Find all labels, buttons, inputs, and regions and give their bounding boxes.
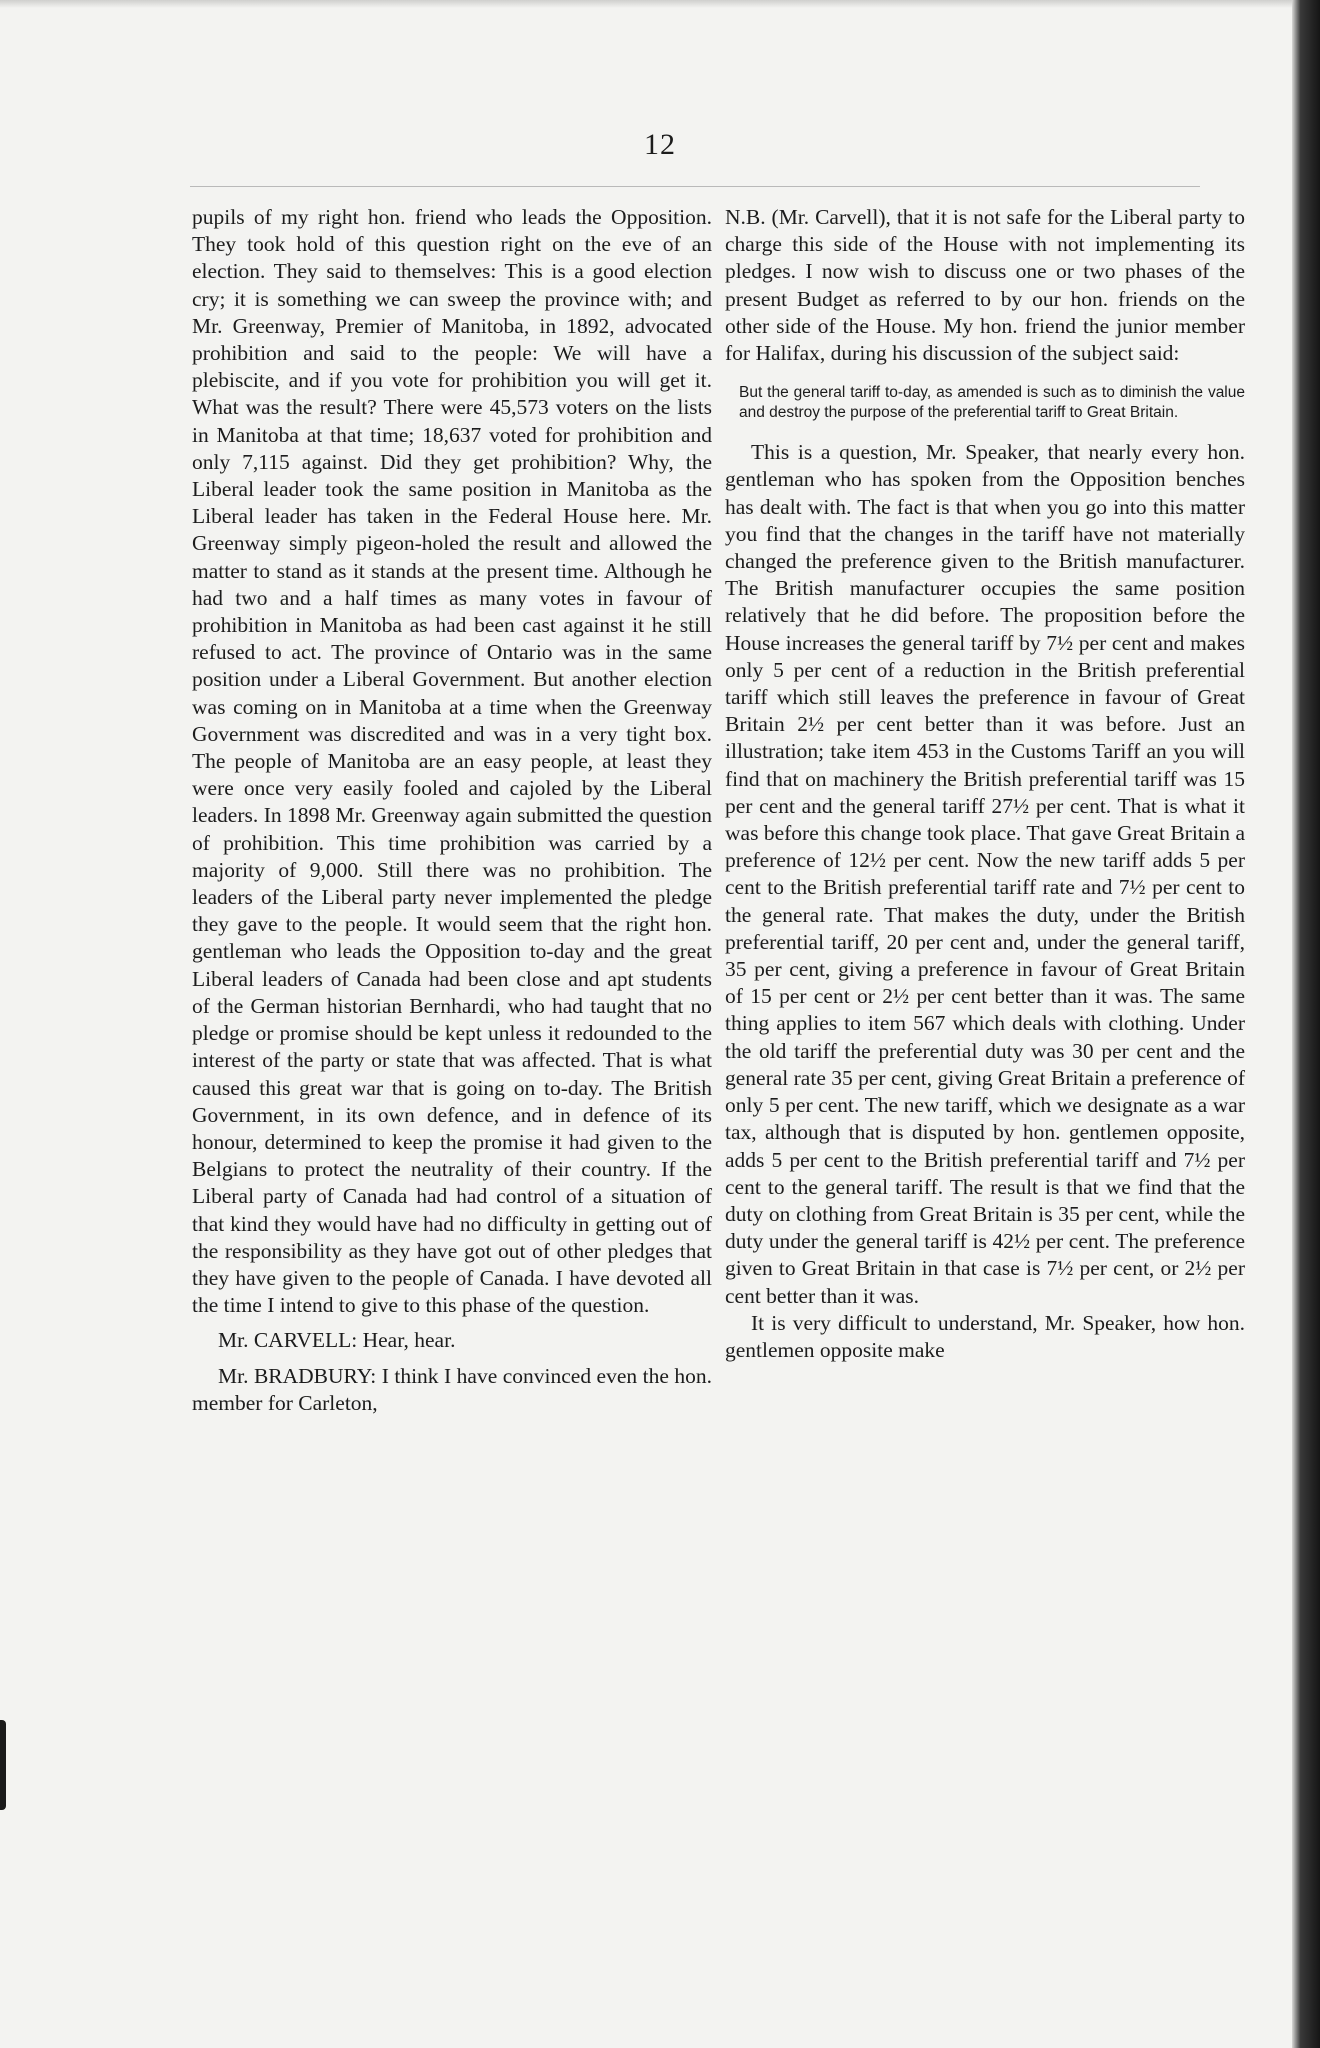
paragraph-continued: N.B. (Mr. Carvell), that it is not safe for the Liberal party to charge this side of the House with not implementing its pledges. I now wish to discuss one or two phases of the present Budget as referred to by our hon. friends on the other side of the House. My hon. friend the junior member for Halifax, during his discussion of the subject said: bbox=[725, 205, 1245, 366]
paragraph-tariff: This is a question, Mr. Speaker, that nearly every hon. gentleman who has spoken from the Opposition benches has dealt with. The fact is that when you go into this matter you find that the changes in the tariff have not materially changed the preference given to the British manufacturer. The British manufacturer occupies the same position relatively that he did before. The proposition before the House increases the general tariff by 7½ per cent and makes only 5 per cent of a reduction in the British preferential tariff which still leaves the preference in favour of Great Britain 2½ per cent better than it was before. Just an illustration; take item 453 in the Customs Tariff an you will find that on machinery the British preferential tariff was 15 per cent and the general tariff 27½ per cent. That is what it was before this change took place. That gave Great Britain a preference of 12½ per cent. Now the new tariff adds 5 per cent to the British preferential tariff rate and 7½ per cent to the general rate. That makes the duty, under the British preferential tariff, 20 per cent and, under the general tariff, 35 per cent, giving a preference in favour of Great Britain of 15 per cent or 2½ per cent better than it was. The same thing applies to item 567 which deals with clothing. Under the old tariff the preferential duty was 30 per cent and the general rate 35 per cent, giving Great Britain a preference of only 5 per cent. The new tariff, which we designate as a war tax, although that is disputed by hon. gentlemen opposite, adds 5 per cent to the British preferential tariff and 7½ per cent to the general tariff. The result is that we find that the duty on clothing from Great Britain is 35 per cent, while the duty under the general tariff is 42½ per cent. The preference given to Great Britain in that case is 7½ per cent, or 2½ per cent better than it was. bbox=[725, 440, 1245, 1308]
paragraph-final: It is very difficult to understand, Mr. Speaker, how hon. gentlemen opposite make bbox=[725, 1310, 1245, 1362]
page-edge-shadow bbox=[1292, 0, 1320, 2048]
header-rule bbox=[190, 186, 1200, 187]
page-top-shadow bbox=[0, 0, 1320, 8]
speech-bradbury: Mr. BRADBURY: I think I have convinced even the hon. member for Carleton, bbox=[192, 1363, 712, 1415]
right-column bbox=[725, 204, 1245, 1364]
block-quote: But the general tariff to-day, as amended is such as to diminish the value and destroy the purpose of the preferential tariff to Great Britain. bbox=[739, 384, 1245, 422]
binding-mark bbox=[0, 1720, 6, 1810]
left-column bbox=[192, 204, 712, 1417]
speech-carvell: Mr. CARVELL: Hear, hear. bbox=[218, 1328, 456, 1353]
page-number: 12 bbox=[644, 128, 676, 161]
paragraph-continuation: pupils of my right hon. friend who leads the Opposition. They took hold of this question right on the eve of an election. They said to themselves: This is a good election cry; it is something we can sweep the province with; and Mr. Greenway, Premier of Manitoba, in 1892, advocated prohibition and said to the people: We will have a plebiscite, and if you vote for prohibition you will get it. What was the result? There were 45,573 voters on the lists in Manitoba at that time; 18,637 voted for prohibition and only 7,115 against. Did they get prohibition? Why, the Liberal leader took the same position in Manitoba as the Liberal leader has taken in the Federal House here. Mr. Greenway simply pigeon-holed the result and allowed the matter to stand as it stands at the present time. Although he had two and a half times as many votes in favour of prohibition in Manitoba as had been cast against it he still refused to act. The province of Ontario was in the same position under a Liberal Government. But another election was coming on in Manitoba at a time when the Greenway Government was discredited and was in a very tight box. The people of Manitoba are an easy people, at least they were once very easily fooled and cajoled by the Liberal leaders. In 1898 Mr. Greenway again submitted the question of prohibition. This time prohibition was carried by a majority of 9,000. Still there was no prohibition. The leaders of the Liberal party never implemented the pledge they gave to the people. It would seem that the right hon. gentleman who leads the Opposition to-day and the great Liberal leaders of Canada had been close and apt students of the German historian Bernhardi, who had taught that no pledge or promise should be kept unless it redounded to the interest of the party or state that was affected. That is what caused this great war that is going on to-day. The British Government, in its own defence, and in defence of its honour, determined to keep the promise it had given to the Belgians to protect the neutrality of their country. If the Liberal party of Canada had had control of a situation of that kind they would have had no difficulty in getting out of the responsibility as they have got out of other pledges that they have given to the people of Canada. I have devoted all the time I intend to give to this phase of the question. bbox=[192, 205, 712, 1318]
